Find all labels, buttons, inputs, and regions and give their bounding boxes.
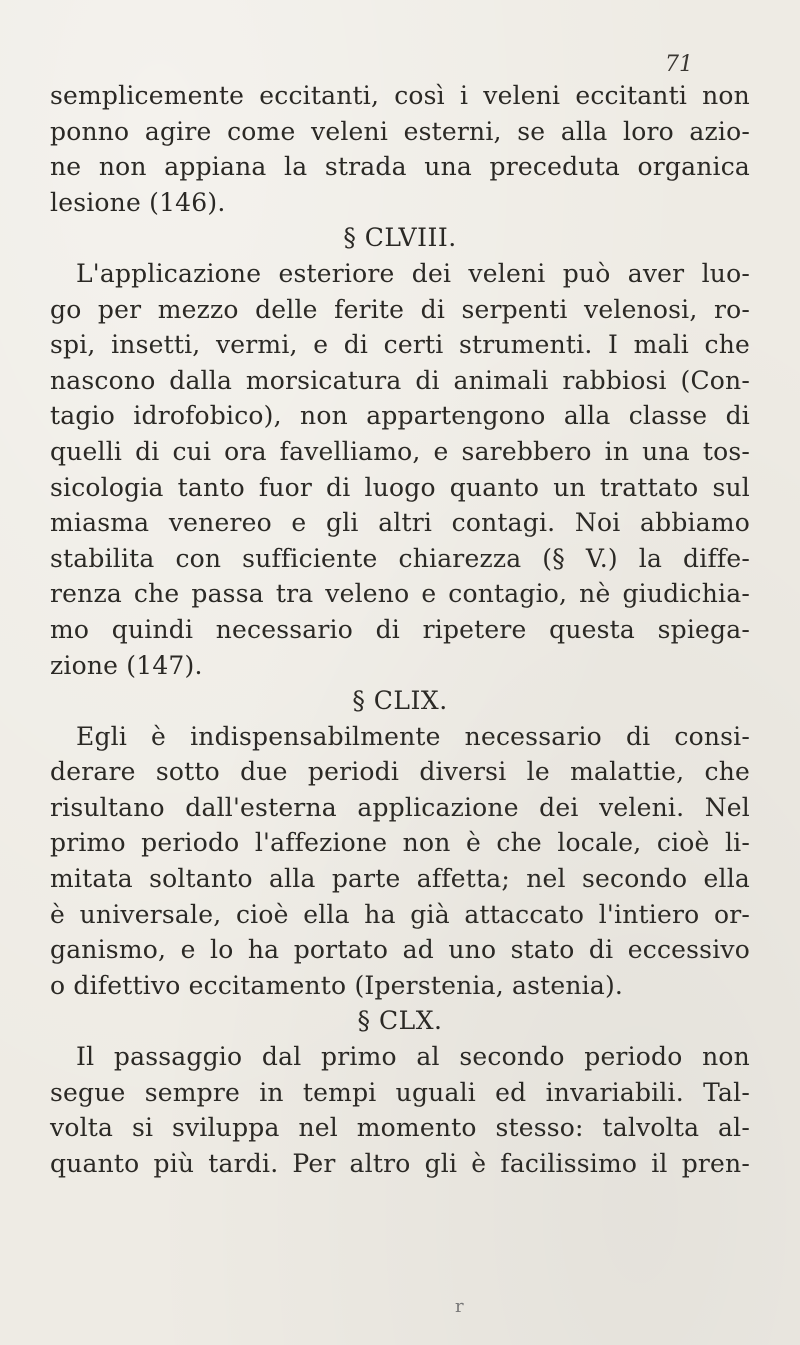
text-line: mitata soltanto alla parte affetta; nel secondo ella [50,864,750,894]
text-line: Egli è indispensabilmente necessario di consi- [76,721,750,751]
section-heading: § CLIX. [352,686,448,716]
text-line: lesione (146). [50,187,226,217]
text-line: go per mezzo delle ferite di serpenti velenosi, ro- [50,294,750,324]
text-line: sicologia tanto fuor di luogo quanto un trattato sul [50,472,750,502]
text-line: quelli di cui ora favelliamo, e sarebbero in una tos- [50,436,750,466]
text-line: tagio idrofobico), non appartengono alla classe di [50,401,750,431]
text-line: volta si sviluppa nel momento stesso: talvolta al- [50,1113,750,1143]
text-line: miasma venereo e gli altri contagi. Noi abbiamo [50,508,750,538]
text-line: Il passaggio dal primo al secondo periodo non [76,1042,750,1072]
text-block [50,78,750,1181]
text-line: quanto più tardi. Per altro gli è facilissimo il pren- [50,1148,750,1178]
section-heading: § CLX. [357,1006,443,1036]
text-line: L'applicazione esteriore dei veleni può aver luo- [76,258,750,288]
text-line: è universale, cioè ella ha già attaccato l'intiero or- [50,899,750,929]
text-line: ganismo, e lo ha portato ad uno stato di eccessivo [50,935,750,965]
text-line: renza che passa tra veleno e contagio, nè giudichia- [50,579,750,609]
text-line: mo quindi necessario di ripetere questa spiega- [50,614,750,644]
text-line: risultano dall'esterna applicazione dei veleni. Nel [50,792,750,822]
page-number: 71 [665,52,693,77]
text-line: primo periodo l'affezione non è che locale, cioè li- [50,828,750,858]
text-line: derare sotto due periodi diversi le malattie, che [50,757,750,787]
section-heading: § CLVIII. [343,223,457,253]
text-line: zione (147). [50,650,203,680]
text-line: semplicemente eccitanti, così i veleni eccitanti non [50,81,750,110]
text-line: spi, insetti, vermi, e di certi strumenti. I mali che [50,330,750,360]
text-line: o difettivo eccitamento (Iperstenia, astenia). [50,970,624,1000]
text-line: segue sempre in tempi uguali ed invariabili. Tal- [50,1077,750,1107]
text-line: nascono dalla morsicatura di animali rabbiosi (Con- [50,365,750,395]
footer-mark: r [455,1296,464,1317]
text-line: ne non appiana la strada una preceduta organica [50,152,750,182]
text-line: stabilita con sufficiente chiarezza (§ V.) la diffe- [50,543,750,573]
text-line: ponno agire come veleni esterni, se alla loro azio- [50,116,750,146]
